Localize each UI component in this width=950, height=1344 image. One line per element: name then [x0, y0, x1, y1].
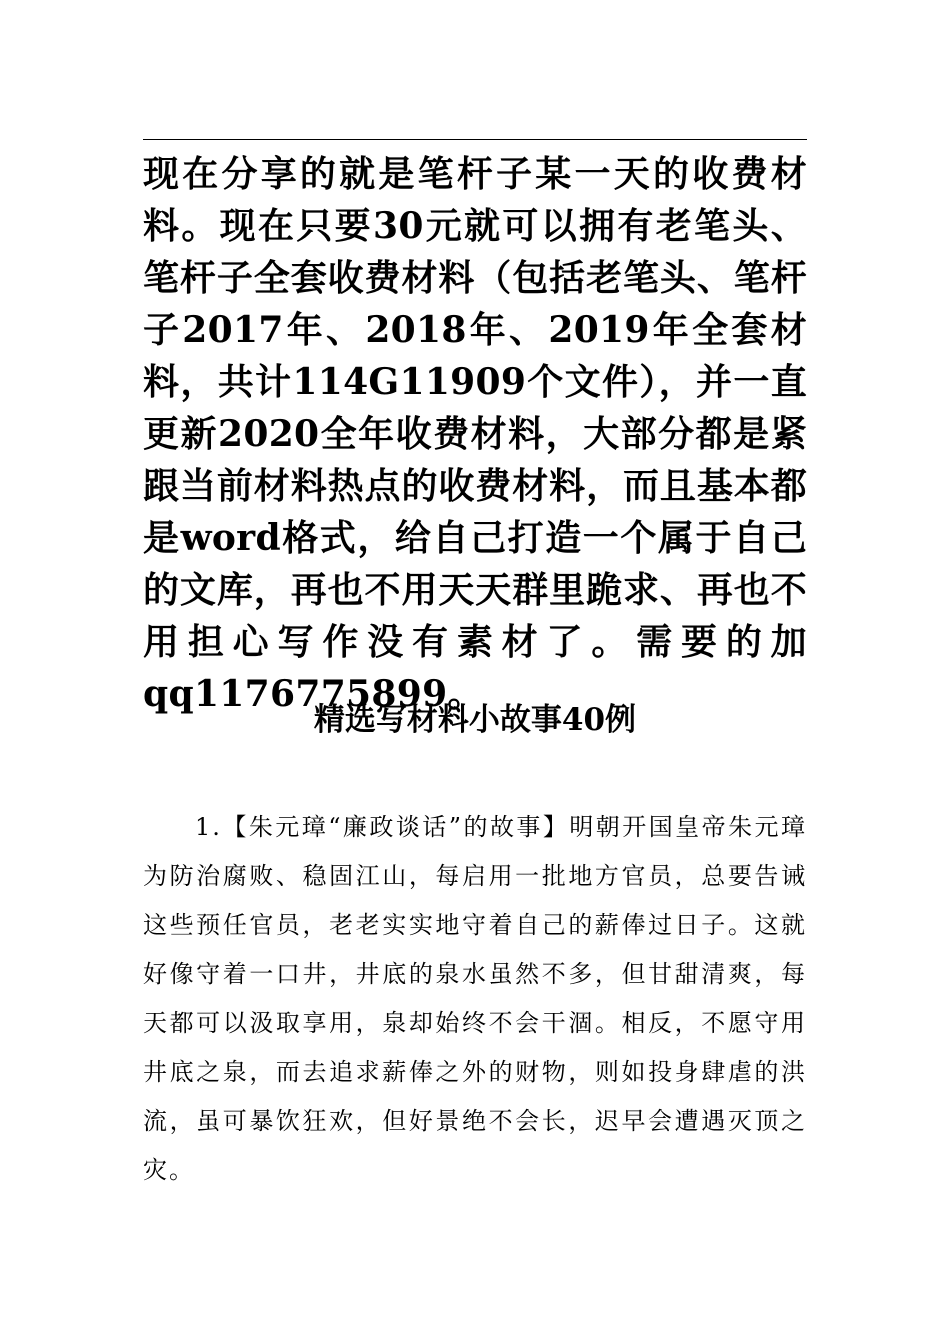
story-paragraph-1: 1.【朱元璋“廉政谈话”的故事】明朝开国皇帝朱元璋为防治腐败、稳固江山，每启用一批地方官员，总要告诫这些预任官员，老老实实地守着自己的薪俸过日子。这就好像守着一口井，井底的泉水虽然不多，但甘甜清爽，每天都可以汲取享用，泉却始终不会干涸。相反，不愿守用井底之泉，而去追求薪俸之外的财物，则如投身肆虐的洪流，虽可暴饮狂欢，但好景绝不会长，迟早会遭遇灭顶之灾。 [143, 813, 807, 1184]
top-divider-line [143, 139, 807, 140]
promo-paragraph: 现在分享的就是笔杆子某一天的收费材料。现在只要30元就可以拥有老笔头、笔杆子全套收费材料（包括老笔头、笔杆子2017年、2018年、2019年全套材料，共计114G11909个文件），并一直更新2020全年收费材料，大部分都是紧跟当前材料热点的收费材料，而且基本都是word格式，给自己打造一个属于自己的文库，再也不用天天群里跪求、再也不用担心写作没有素材了。需要的加qq1176775899。 [143, 153, 807, 715]
document-title: 精选写材料小故事40例 [313, 702, 637, 738]
